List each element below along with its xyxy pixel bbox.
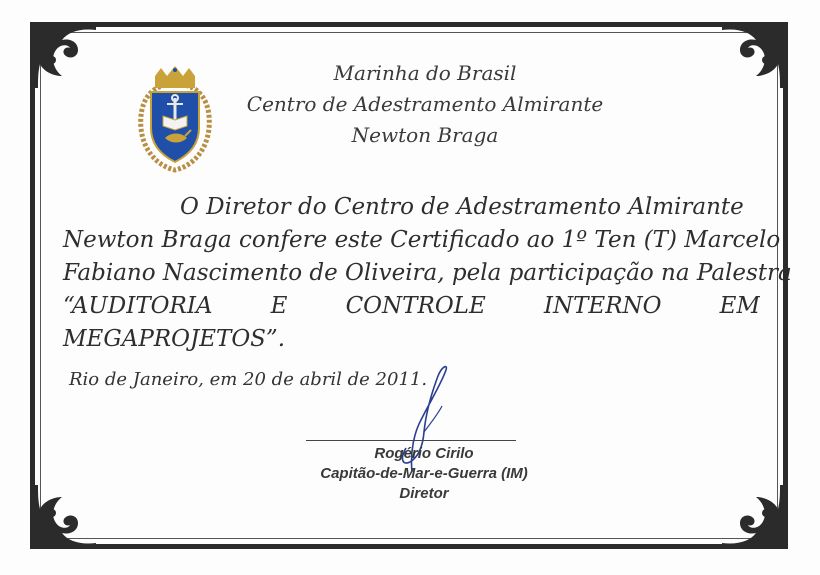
institution-line: Marinha do Brasil: [333, 61, 517, 85]
institution-header: [240, 58, 610, 151]
signer-role: Diretor: [399, 485, 449, 502]
body-line: “AUDITORIA E CONTROLE INTERNO EM: [63, 293, 760, 319]
ornament-corner-icon: [718, 481, 790, 553]
body-line: O Diretor do Centro de Adestramento Almirante: [180, 194, 744, 220]
signer-rank: Capitão-de-Mar-e-Guerra (IM): [320, 465, 528, 482]
signer-block: [295, 444, 553, 504]
certificate-body: [63, 191, 792, 356]
body-line: MEGAPROJETOS”.: [63, 326, 286, 352]
signer-name: Rogério Cirilo: [374, 445, 474, 462]
naval-crest-icon: [133, 66, 217, 176]
signature-line: [306, 440, 516, 441]
body-line: Fabiano Nascimento de Oliveira, pela participação na Palestra: [63, 260, 792, 286]
body-line: Newton Braga confere este Certificado ao 1º Ten (T) Marcelo: [63, 227, 781, 253]
ornament-corner-icon: [718, 20, 790, 92]
ornament-corner-icon: [28, 20, 100, 92]
institution-line: Centro de Adestramento Almirante: [246, 92, 604, 116]
place-date: Rio de Janeiro, em 20 de abril de 2011.: [69, 369, 428, 390]
institution-line: Newton Braga: [351, 123, 499, 147]
ornament-corner-icon: [28, 481, 100, 553]
